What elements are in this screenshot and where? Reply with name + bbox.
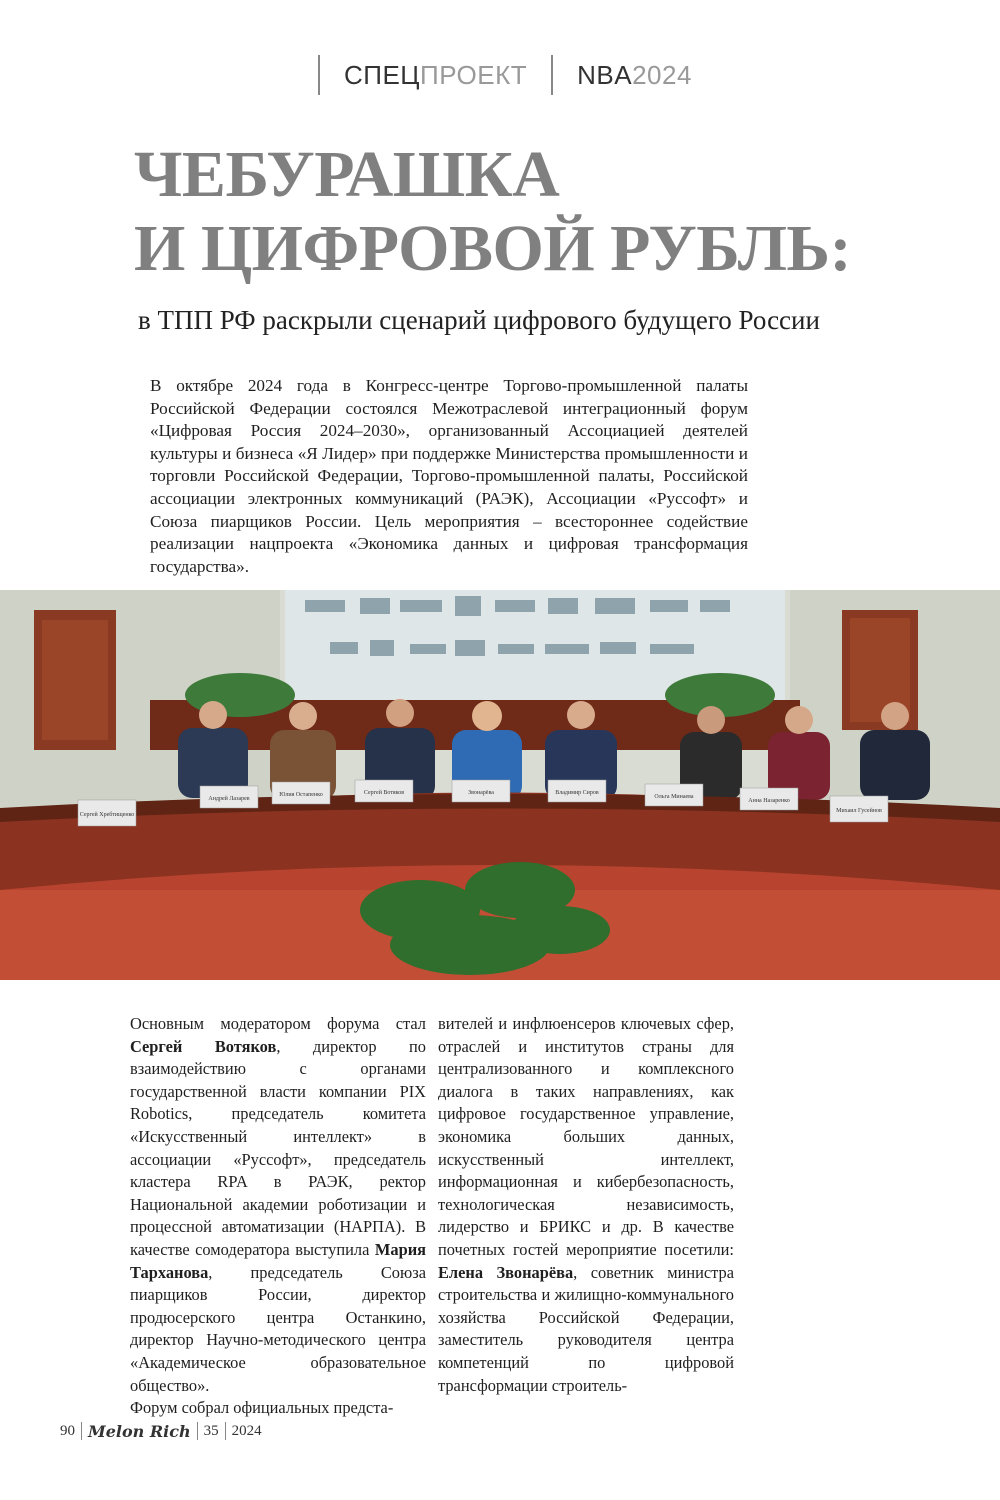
person-name: Мария Тарханова (130, 1239, 426, 1282)
nameplate-1: Сергей Хребтищенко (79, 812, 135, 818)
footer-divider (81, 1422, 82, 1440)
article-lead: В октябре 2024 года в Конгресс-центре Торгово-промышленной палаты Российской Федерации состоялся Межотраслевой интеграционный форум «Цифровая Россия 2024–2030», организованный Ассоциацией деятелей культуры и бизнеса «Я Лидер» при поддержке Министерства промышленности и торговли Российской Федерации, Торгово-промышленной палаты, Российской ассоциации электронных коммуникаций (РАЭК), Ассоциации «Руссофт» и Союза пиарщиков России. Цель мероприятия – всестороннее содействие реализации нацпроекта «Экономика данных и цифровая трансформация государства». (150, 376, 748, 576)
issue-number: 35 (203, 1422, 219, 1439)
forum-photo (0, 590, 1000, 980)
nameplate-labels (0, 590, 1000, 980)
rubric-section: СПЕЦПРОЕКТ (344, 59, 528, 90)
article-title (134, 138, 894, 286)
page-number: 90 (60, 1422, 75, 1439)
footer-divider (197, 1422, 198, 1440)
body-column-left (130, 1013, 426, 1420)
nameplate-2: Андрей Лазарев (208, 796, 250, 802)
title-line-1: ЧЕБУРАШКА (134, 138, 560, 211)
page-footer (60, 1418, 262, 1444)
title-line-2: И ЦИФРОВОЙ РУБЛЬ: (134, 212, 852, 285)
paragraph-moderators: Основным модератором форума стал Сергей Вотяков, директор по взаимодействию с органами государственной власти компании PIX Robotics, председатель комитета «Искусственный интеллект» в ассоциации «Руссофт», председатель кластера RPA в РАЭК, ректор Национальной академии роботизации и процессной автоматизации (НАРПА). В качестве сомодератора выступила Мария Тарханова, председатель Союза пиарщиков России, директор продюсерского центра Останкино, директор Научно-методического центра «Академическое образовательное общество». (130, 1014, 426, 1395)
article-subtitle: в ТПП РФ раскрыли сценарий цифрового будущего России (138, 305, 820, 335)
nameplate-5: Звонарёва (468, 790, 494, 796)
nameplate-9: Михаил Гусейнов (836, 808, 882, 814)
nameplate-4: Сергей Вотяков (363, 790, 405, 796)
person-name: Елена Звонарёва (438, 1262, 574, 1282)
nameplate-7: Ольга Минаева (654, 794, 694, 800)
nameplate-8: Анна Назаренко (748, 798, 790, 804)
paragraph-forum: Форум собрал официальных предста- (130, 1398, 394, 1418)
nameplate-3: Юлия Остапенко (279, 792, 323, 798)
paragraph-guests: вителей и инфлюенсеров ключевых сфер, отраслей и институтов страны для централизованного и комплексного диалога в таких направлениях, как цифровое государственное управление, экономика больших данных, искусственный интеллект, информационная и кибербезопасность, технологическая независимость, лидерство и БРИКС и др. В качестве почетных гостей мероприятие посетили: Елена Звонарёва, советник министра строительства и жилищно-коммунального хозяйства Российской Федерации, заместитель руководителя центра компетенций по цифровой трансформации строитель- (438, 1014, 734, 1395)
footer-divider (225, 1422, 226, 1440)
person-name: Сергей Вотяков (130, 1036, 277, 1056)
nameplate-6: Владимир Сиров (555, 790, 599, 796)
issue-year: 2024 (231, 1422, 262, 1439)
body-column-right (438, 1013, 734, 1397)
magazine-name: Melon Rich (88, 1421, 191, 1441)
rubric-project: NBA2024 (577, 59, 692, 90)
rubric (318, 55, 716, 95)
